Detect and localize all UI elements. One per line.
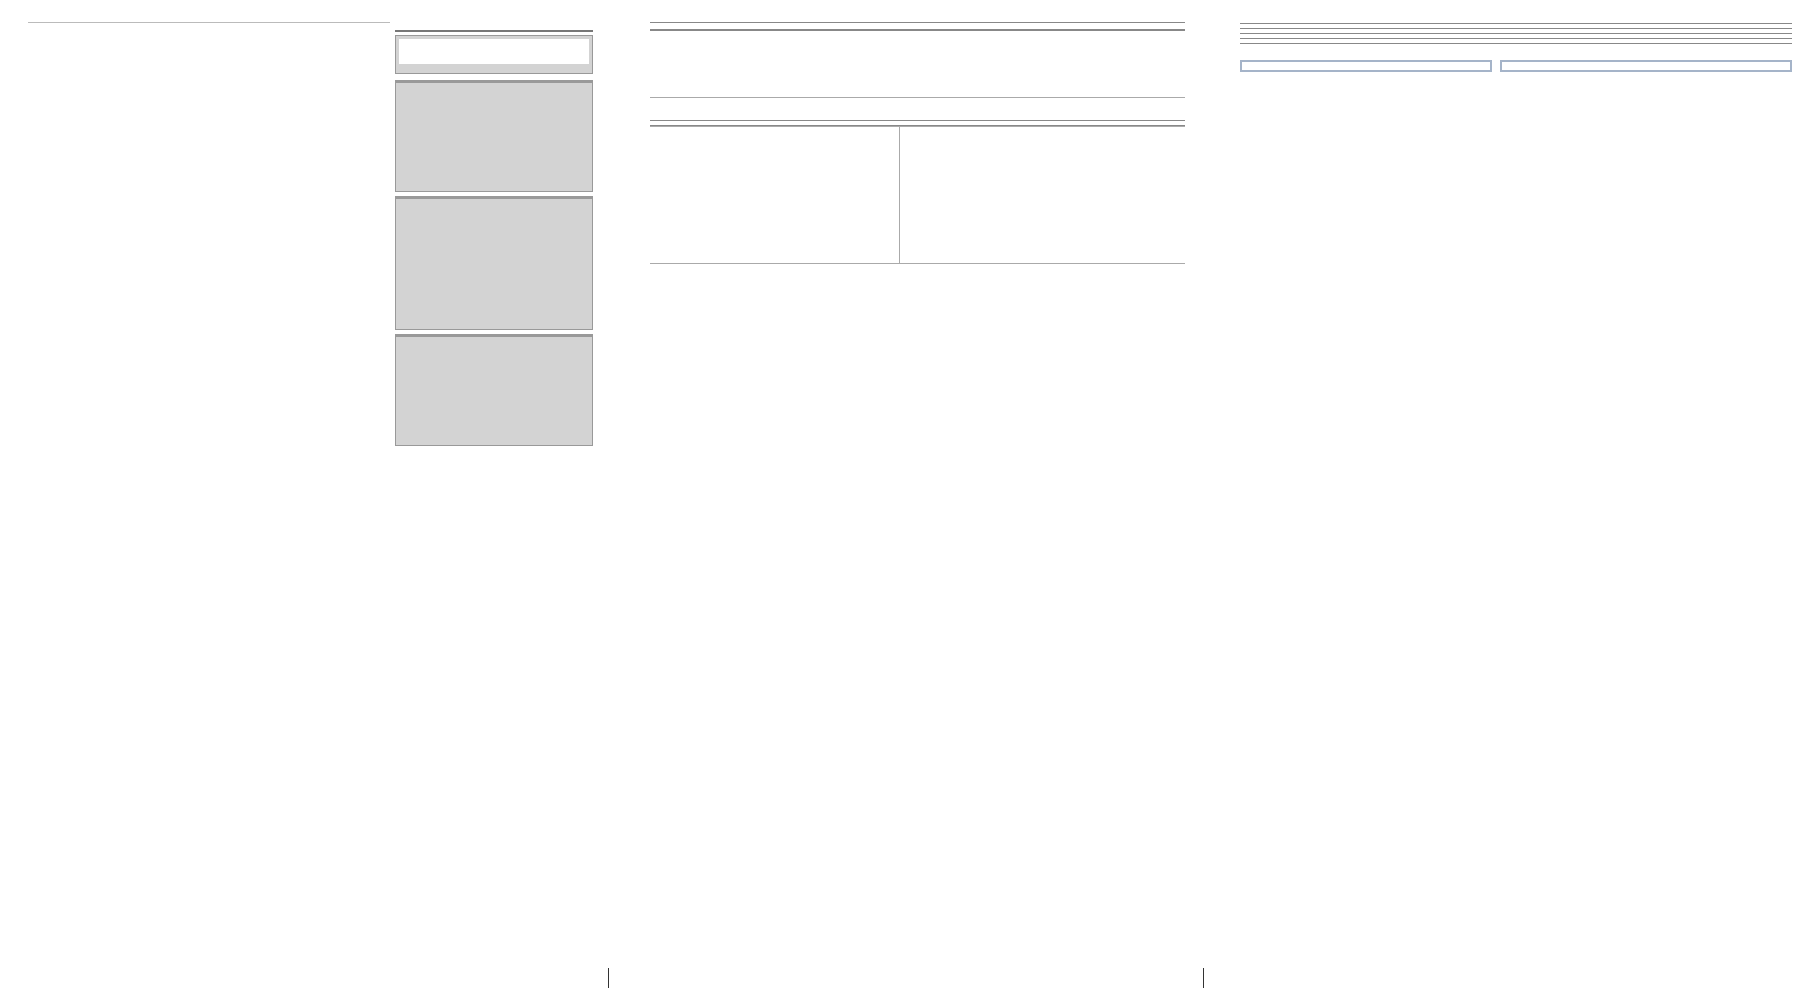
panel-title — [28, 18, 390, 23]
servers-grid — [650, 126, 1185, 264]
thanksgiving-service-panel — [28, 18, 390, 963]
wednesday-box — [395, 82, 593, 192]
church-news-panel — [650, 22, 1185, 972]
offerings-title — [1240, 20, 1792, 24]
missions-list — [1240, 44, 1792, 52]
news-title — [650, 22, 1185, 31]
afternoon-title — [395, 30, 593, 32]
afternoon-order-box — [395, 35, 593, 74]
friday-box — [395, 336, 593, 446]
dawn-box — [395, 198, 593, 330]
panel-divider — [608, 968, 609, 988]
afternoon-time — [399, 39, 589, 67]
offerings-panel — [1240, 20, 1792, 970]
afternoon-service-panel — [395, 30, 593, 965]
panel-divider — [1203, 968, 1204, 988]
